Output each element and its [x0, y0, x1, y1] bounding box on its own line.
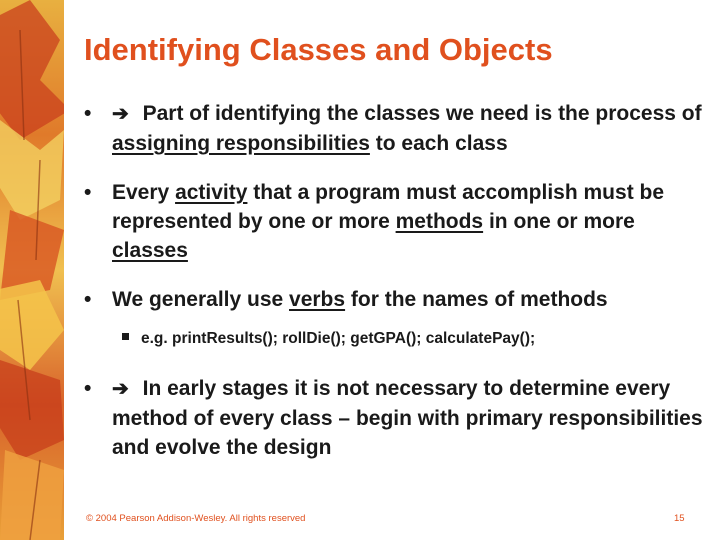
bullet-1-text: ➔ Part of identifying the classes we need is the process of assigning responsibilities to each class [112, 102, 702, 155]
underlined-term: verbs [289, 288, 346, 311]
autumn-leaves-image [0, 0, 64, 540]
bullet-3 [84, 285, 704, 314]
bullet-1 [84, 99, 704, 158]
underlined-term: activity [175, 181, 248, 204]
bullet-dot: • [84, 288, 92, 311]
arrow-right-icon: ➔ [112, 378, 129, 400]
copyright-footer: © 2004 Pearson Addison-Wesley. All rights reserved [86, 513, 306, 524]
arrow-right-icon: ➔ [112, 103, 129, 125]
bullet-2-text: Every activity that a program must accomplish must be represented by one or more methods in one or more classes [112, 181, 665, 262]
slide-title: Identifying Classes and Objects [84, 32, 553, 67]
bullet-2 [84, 178, 704, 265]
square-bullet-icon [122, 333, 129, 340]
underlined-term: classes [112, 239, 188, 262]
bullet-dot: • [84, 102, 92, 125]
sub-bullet-examples [122, 330, 535, 348]
underlined-term: methods [395, 210, 484, 233]
bullet-4 [84, 374, 704, 462]
bullet-4-text: ➔ In early stages it is not necessary to determine every method of every class – begin with primary responsibilities and evolve the design [112, 377, 703, 459]
page-number: 15 [674, 513, 685, 524]
underlined-term: assigning responsibilities [112, 132, 370, 155]
sub-bullet-text: e.g. printResults(); rollDie(); getGPA(); calculatePay(); [141, 330, 536, 347]
bullet-3-text: We generally use verbs for the names of methods [112, 288, 608, 311]
bullet-dot: • [84, 181, 92, 204]
bullet-dot: • [84, 377, 92, 400]
